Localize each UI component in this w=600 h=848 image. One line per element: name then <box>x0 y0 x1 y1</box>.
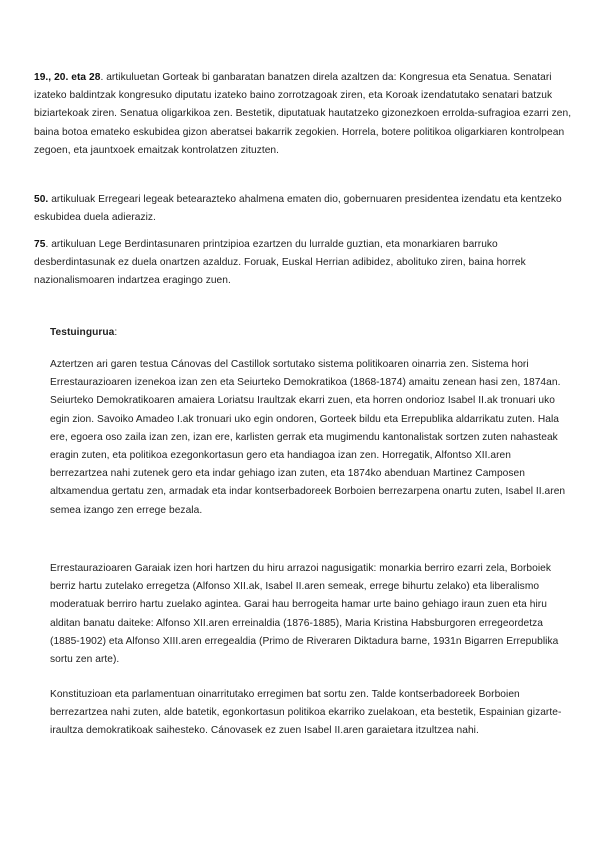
article-text: . artikuluetan Gorteak bi ganbaratan banatzen direla azaltzen da: Kongresua eta Senatua. Senatari izateko baldintzak kongresuko diputatu izateko baino zorrotzagoak ziren, eta Koroak izendatutako senatari batzuk biziartekoak ziren. Senatua oligarkikoa zen. Bestetik, diputatuak hautatzeko gizonezkoen errolda-sufragioa ezarri zen, baina botoa emateko eskubidea gizon aberatsei bakarrik zegokien. Horrela, botere politikoa oligarkiaren kontrolpean zegoen, eta jauntxoek emaitzak kontrolatzen zituzten. <box>34 72 572 156</box>
article-ref: 50. <box>34 194 49 205</box>
article-ref: 75 <box>34 239 46 250</box>
article-paragraph-75 <box>34 236 574 291</box>
article-ref: 19., 20. eta 28 <box>34 72 101 83</box>
article-text: . artikuluan Lege Berdintasunaren printzipioa ezartzen du lurralde guztian, eta monarkiaren barruko desberdintasunak ez duela onartzen azalduz. Foruak, Euskal Herrian adibidez, abolituko ziren, baina horrek nazionalismoaren indartzea eragingo zuen. <box>34 239 526 287</box>
context-paragraph-1: Aztertzen ari garen testua Cánovas del Castillok sortutako sistema politikoaren oinarria zen. Sistema hori Errestaurazioaren izenekoa izan zen eta Seiurteko Demokratikoa (1868-1874) amaitu zenean hasi zen, 1874an. Seiurteko Demokratikoaren amaiera Loriatsu Iraultzak ekarri zuen, eta horren ondorioz Isabel II.ak tronuari uko egin zion. Savoiko Amadeo I.ak tronuari uko egin ondoren, Gorteek bildu eta Errepublika aldarrikatu zuten. Hala ere, egoera oso zaila izan zen, izan ere, karlisten gerrak eta mugimendu kantonalistak sortzen zuten nahasteak eragin zuten, eta politikoa ezegonkortasun gero eta handiagoa izan zen. Horregatik, Alfontso XII.aren berrezartzea nahi zutenek gero eta indar gehiago izan zuten, eta 1874ko abenduan Martinez Camposen altxamendua gertatu zen, armadak eta indar kontserbadoreek Borboien berrezarpena onartu zuten, Isabel II.aren semea izango zen errege bezala. <box>50 359 566 516</box>
context-heading <box>50 324 570 342</box>
article-paragraph-19-20-28 <box>34 69 574 160</box>
context-paragraph-2: Errestaurazioaren Garaiak izen hori hartzen du hiru arrazoi nagusigatik: monarkia berriro ezarri zela, Borboiek berriz hartu zutelako erregetza (Alfonso XII.ak, Isabel II.aren semeak, errege bihurtu zelako) eta liberalismo moderatuak berriro hartu zuelako agintea. Garai hau berrogeita hamar urte baino gehiago iraun zuen eta hiru alditan banatu daiteke: Alfonso XII.aren erreinaldia (1876-1885), Maria Kristina Habsburgoren erregeordetza (1885-1902) eta Alfonso XIII.aren erregealdia (Primo de Riveraren Diktadura barne, 1931n Bigarren Errepublika sortu zen arte). <box>50 563 559 666</box>
context-heading-suffix: : <box>114 327 118 338</box>
article-paragraph-50 <box>34 191 574 227</box>
article-text: artikuluak Erregeari legeak betearazteko ahalmena ematen dio, gobernuaren presidentea izendatu eta kentzeko eskubidea duela adieraziz. <box>34 194 562 224</box>
context-paragraph-3: Konstituzioan eta parlamentuan oinarritutako erregimen bat sortu zen. Talde kontserbadoreek Borboien berrezartzea nahi zuten, alde batetik, egonkortasun politikoa ekarriko zuelakoan, eta bestetik, Espainian gizarte-iraultza demokratikoak saihesteko. Cánovasek ez zuen Isabel II.aren garaietara itzultzea nahi. <box>50 689 562 737</box>
context-heading-text: Testuingurua <box>50 327 115 338</box>
